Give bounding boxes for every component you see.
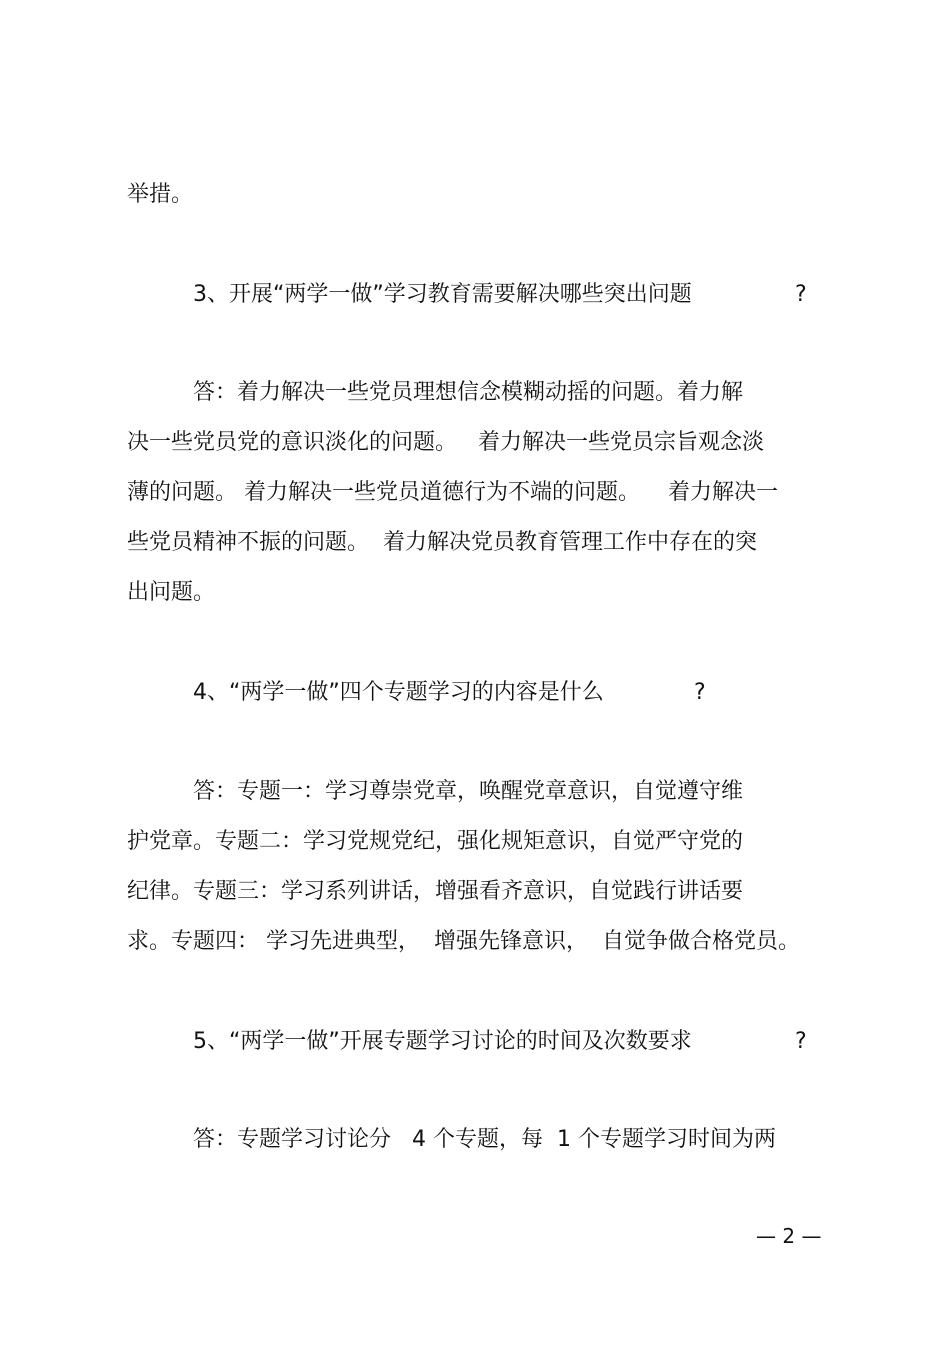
answer-4-line-1: 答：专题一：学习尊崇党章，唤醒党章意识，自觉遵守维 (193, 779, 744, 804)
question-5-mark: ? (795, 1029, 807, 1054)
answer-4-line-2: 护党章。专题二：学习党规党纪，强化规矩意识，自觉严守党的 (127, 829, 744, 854)
answer-3-line-2: 决一些党员党的意识淡化的问题。 着力解决一些党员宗旨观念淡 (127, 430, 764, 455)
answer-5-line-1: 答：专题学习讨论分 4 个专题，每 1 个专题学习时间为两 (193, 1127, 776, 1152)
question-5: 5、“两学一做”开展专题学习讨论的时间及次数要求 (193, 1029, 692, 1054)
answer-4-line-3: 纪律。专题三：学习系列讲话，增强看齐意识，自觉践行讲话要 (127, 879, 744, 904)
text-fragment: 举措。 (127, 182, 194, 207)
question-3-mark: ? (795, 282, 807, 307)
answer-3-line-5: 出问题。 (127, 580, 216, 605)
question-4-mark: ? (694, 680, 706, 705)
page-number: — 2 — (756, 1224, 822, 1248)
answer-3-line-4: 些党员精神不振的问题。 着力解决党员教育管理工作中存在的突 (127, 530, 757, 555)
answer-4-line-4: 求。专题四： 学习先进典型， 增强先锋意识， 自觉争做合格党员。 (127, 929, 800, 954)
answer-3-line-1: 答：着力解决一些党员理想信念模糊动摇的问题。着力解 (193, 380, 744, 405)
question-4: 4、“两学一做”四个专题学习的内容是什么 (193, 680, 604, 705)
answer-3-line-3: 薄的问题。 着力解决一些党员道德行为不端的问题。 着力解决一 (127, 480, 778, 505)
question-3: 3、开展“两学一做”学习教育需要解决哪些突出问题 (193, 282, 692, 307)
